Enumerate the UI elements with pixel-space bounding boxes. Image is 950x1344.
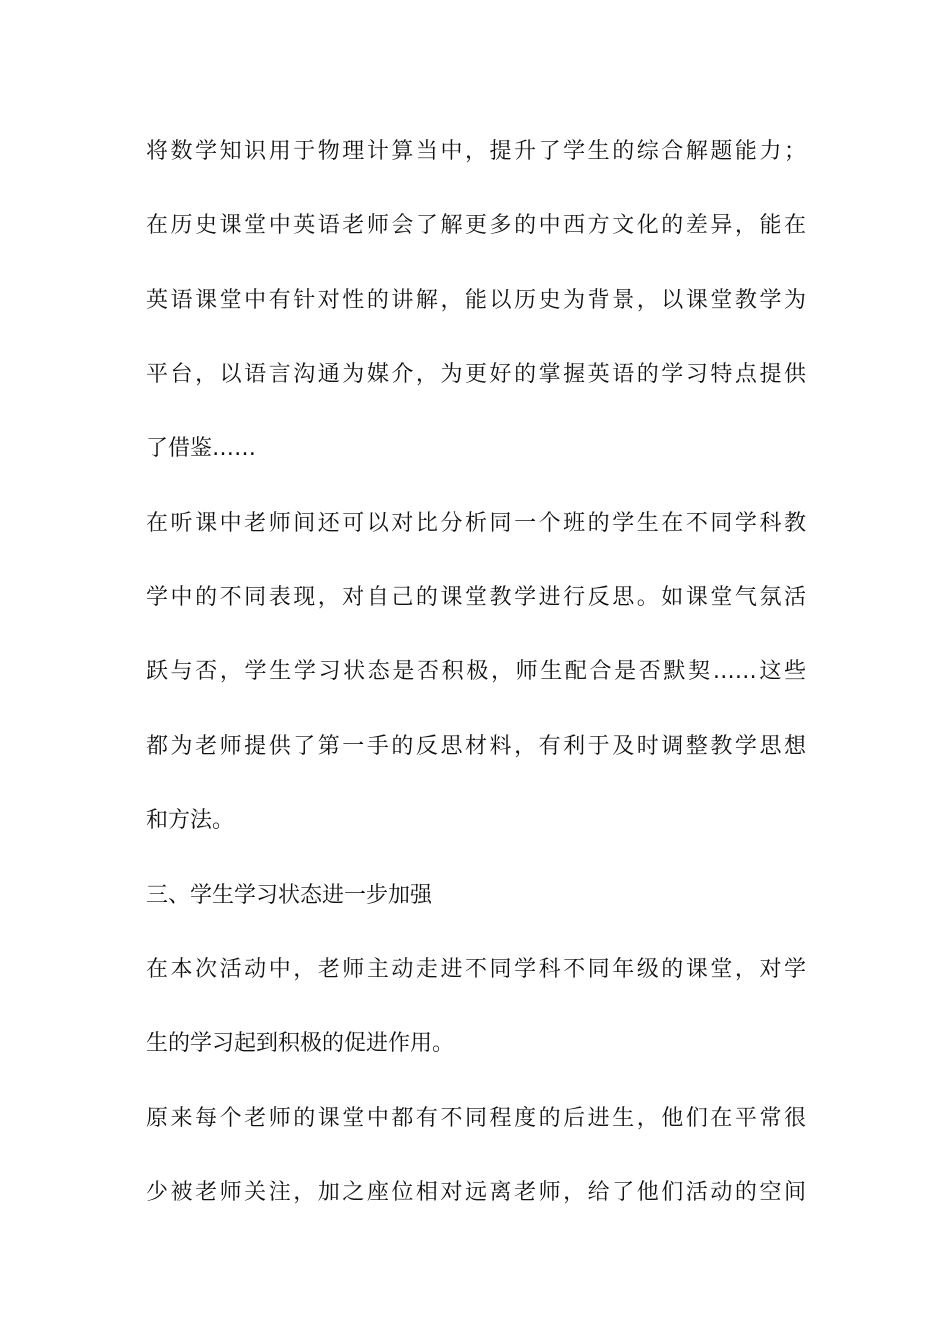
text-line-6: 在听课中老师间还可以对比分析同一个班的学生在不同学科教: [146, 511, 806, 536]
text-line-1: 将数学知识用于物理计算当中，提升了学生的综合解题能力；: [146, 139, 806, 164]
text-line-5: 了借鉴……: [146, 436, 257, 461]
text-line-3: 英语课堂中有针对性的讲解，能以历史为背景，以课堂教学为: [146, 288, 806, 313]
text-line-12: 在本次活动中，老师主动走进不同学科不同年级的课堂，对学: [146, 957, 806, 982]
text-line-14: 原来每个老师的课堂中都有不同程度的后进生，他们在平常很: [146, 1106, 806, 1131]
text-line-13: 生的学习起到积极的促进作用。: [146, 1031, 455, 1056]
text-line-4: 平台，以语言沟通为媒介，为更好的掌握英语的学习特点提供: [146, 362, 806, 387]
text-line-9: 都为老师提供了第一手的反思材料，有利于及时调整教学思想: [146, 734, 806, 759]
text-line-15: 少被老师关注，加之座位相对远离老师，给了他们活动的空间: [146, 1180, 806, 1205]
text-line-2: 在历史课堂中英语老师会了解更多的中西方文化的差异，能在: [146, 213, 806, 238]
text-line-10: 和方法。: [146, 808, 235, 833]
text-line-7: 学中的不同表现，对自己的课堂教学进行反思。如课堂气氛活: [146, 585, 806, 610]
text-line-8: 跃与否，学生学习状态是否积极，师生配合是否默契……这些: [146, 659, 806, 684]
section-heading: 三、学生学习状态进一步加强: [146, 883, 433, 908]
